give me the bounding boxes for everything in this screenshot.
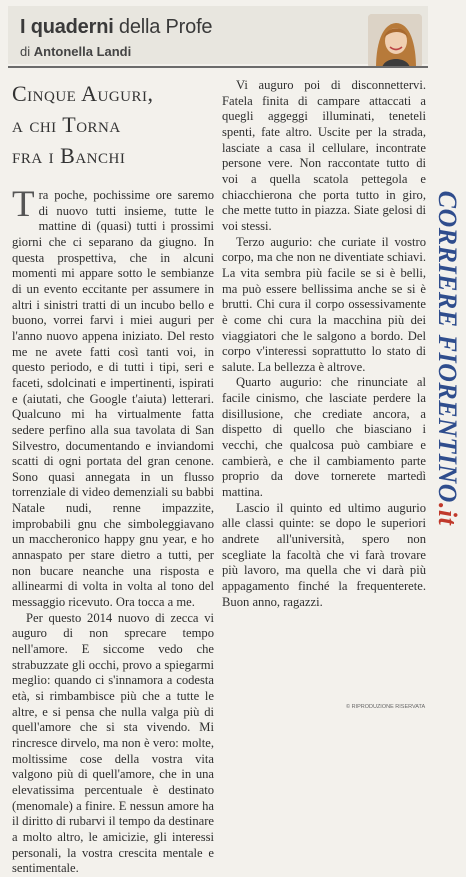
title-line-1: Cinque Auguri,: [12, 81, 154, 106]
title-line-2: a chi Torna: [12, 112, 121, 137]
column-rubric: [20, 16, 212, 39]
paragraph-text: ra poche, pochissime ore saremo di nuovo tutti insieme, tutte le mattine di (quasi) tutti i prossimi giorni che ci separano da giugno. In questa prospettiva, che in alcuni momenti mi appare sotto le sembianze di un evento eccitante per assumere in altri i sinistri tratti di un incubo bello e buono, vorrei farvi i miei auguri per l'anno nuovo appena iniziato. Del resto me ne avete fatti così tanti voi, in questo periodo, e di tutti i tipi, seri e faceti, sdolcinati e impertinenti, ispirati e (aiutati, che Google t'aiuta) letterari. Qualcuno mi ha virtualmente fatta sedere perfino alla sua tavolata di San Silvestro, documentando e inviandomi scatti di ogni portata del gran cenone. Sono quasi annegata in un flusso torrenziale di video demenziali su babbi Natale nudi, renne impazzite, improbabili gnu che simboleggiavano un maccheronico happy gnu year, e ho annaspato per stare dietro a tutti, per non bucare neanche una risposta e allinearmi di volta in volta al tono del messaggio ricevuto. Ora tocca a me.: [12, 188, 214, 610]
drop-cap: T: [12, 184, 35, 225]
paragraph: Quarto augurio: che rinunciate al facile cinismo, che lasciate perdere la disillusione, che crediate ancora, a dispetto di quello che biasciano i vecchi, che qualcosa può cambiare e cambierà, e che il cambiamento parte proprio da dove tornerete martedì mattina.: [222, 375, 426, 500]
copyright-notice: © RIPRODUZIONE RISERVATA: [346, 704, 426, 710]
title-line-3: fra i Banchi: [12, 143, 126, 168]
author-name: Antonella Landi: [33, 44, 132, 59]
paragraph: Per questo 2014 nuovo di zecca vi auguro di non sprecare tempo nell'amore. E siccome vedo che strabuzzate gli occhi, provo a spiegarmi meglio: quando ci s'innamora a codesta età, si rimbambisce più che a tutte le altre, e si pensa che nulla valga più di quell'amore che si sta vivendo. Mi rincresce dirvelo, ma non è vero: molte, moltissime cose della vostra vita valgono più di quell'amore, che in una elevatissima percentuale è destinato (menomale) a finire. E nessun amore ha il diritto di rubarvi il tempo da destinare a molto altro, le amicizie, gli interessi personali, la vostra crescita mentale e sentimentale.: [12, 610, 214, 876]
article-column-1: [12, 184, 214, 877]
masthead-name: CORRIERE FIORENTINO: [433, 190, 462, 503]
column-header: [8, 6, 428, 64]
author-photo: [368, 14, 422, 68]
author-portrait-image: [368, 14, 422, 68]
byline: [20, 44, 131, 59]
rubric-bold: I quaderni: [20, 16, 114, 38]
article-column-2: [222, 78, 426, 610]
article-title: [12, 78, 217, 171]
masthead-suffix: .it: [433, 502, 462, 526]
paragraph: Vi auguro poi di disconnettervi. Fatela finita di campare attaccati a quegli aggeggi illuminati, teneteli spenti, fate altro. Uscite per la strada, lasciate a casa il cellulare, incontrate persone vere. Non raccontate tutto di voi a quella scatola pettegola e chiacchierona che porta tutto in giro, che mette tutto in piazza. Siate gelosi di voi stessi.: [222, 78, 426, 233]
rubric-rest: della Profe: [113, 16, 213, 38]
header-rule: [8, 66, 428, 68]
paragraph: Terzo augurio: che curiate il vostro corpo, ma che non ne diventiate schiavi. La vita sembra più facile se si è belli, ma può essere bellissima anche se si è brutti. Chi cura il corpo ossessivamente è come chi cura la macchina più dei viaggiatori che le salgono a bordo. Del corpo v'interessi soprattutto lo stato di salute. La bellezza è altrove.: [222, 234, 426, 374]
paragraph: Lascio il quinto ed ultimo augurio alle classi quinte: se dopo le superiori andrete all'università, spero non scegliate la facoltà che vi farà trovare più lavoro, ma quella che vi darà più appagamento finché la frequenterete. Buon anno, ragazzi.: [222, 500, 426, 609]
paragraph: [12, 184, 214, 611]
byline-prefix: di: [20, 44, 34, 59]
newspaper-masthead: [432, 8, 462, 708]
masthead-logo: [432, 191, 462, 526]
